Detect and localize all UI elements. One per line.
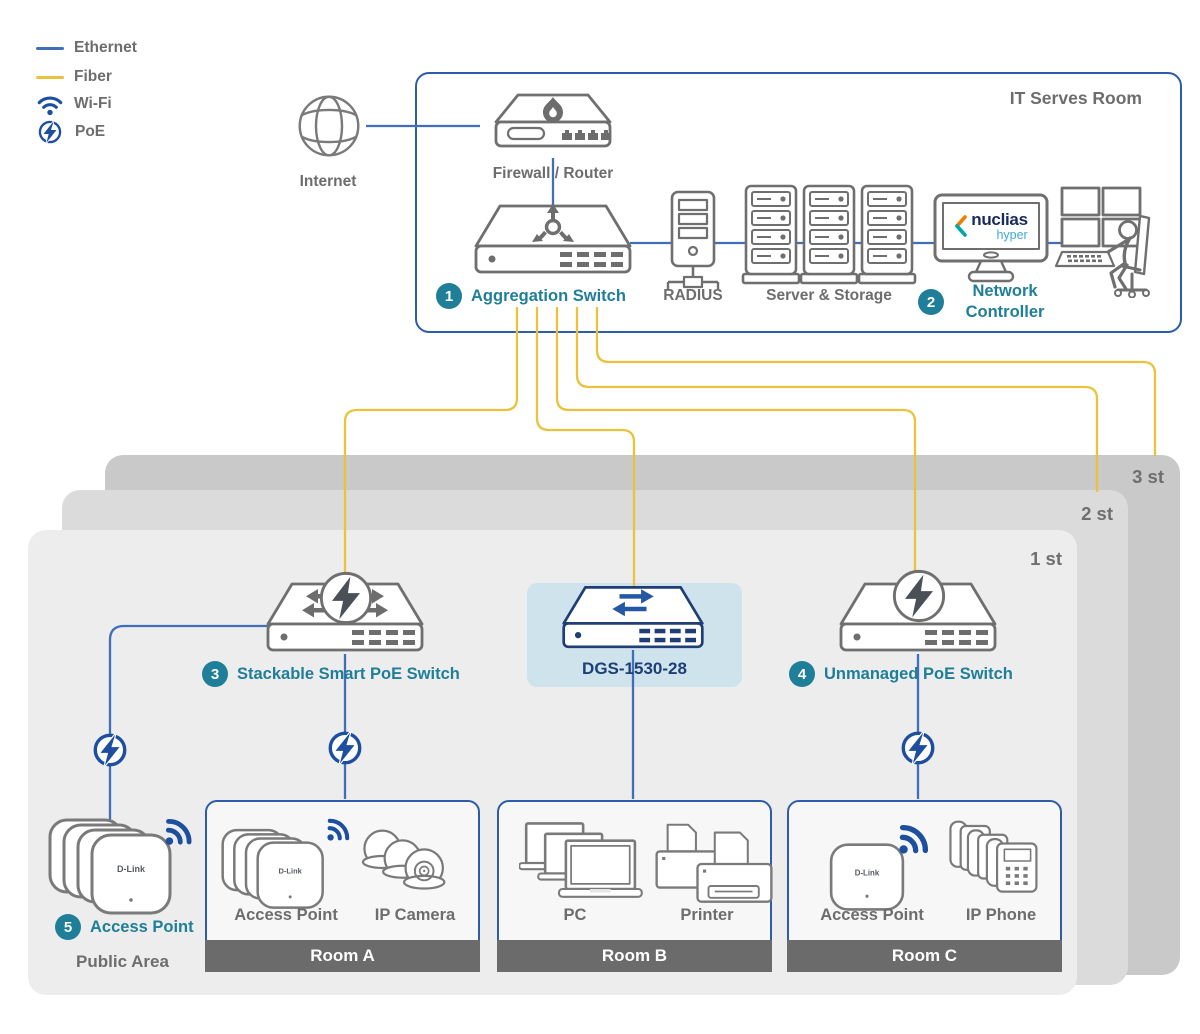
- room-c-name-bar: Room C: [787, 940, 1062, 972]
- fiber-line-sample: [36, 76, 64, 79]
- room-a-content: [205, 800, 480, 972]
- nuclias-sub: hyper: [996, 227, 1028, 242]
- legend-label-wifi: Wi-Fi: [74, 95, 112, 112]
- server-storage-icon: [740, 184, 918, 290]
- firewall-label: Firewall / Router: [492, 165, 614, 182]
- room-c-device-2-label: IP Phone: [965, 906, 1037, 924]
- public-access-point-label: Access Point: [90, 917, 194, 936]
- room-b-device-1-label: PC: [563, 906, 587, 924]
- legend-item-fiber: [36, 65, 112, 89]
- room-c-device-1-label: Access Point: [820, 906, 924, 924]
- wifi-icon: [36, 93, 64, 116]
- printer-stack-icon: [655, 820, 773, 908]
- step-badge-2: 2: [918, 289, 944, 315]
- stackable-switch-label-row: [202, 661, 460, 687]
- operator-desk-icon: [1052, 186, 1167, 298]
- room-b-device-2-label: Printer: [680, 906, 734, 924]
- server-tower: [859, 186, 915, 283]
- dgs-switch-icon: [553, 582, 713, 654]
- poe-line-badge: [91, 731, 129, 769]
- pc-stack-icon: [519, 820, 649, 908]
- ap-brand-text: D-Link: [278, 866, 302, 876]
- keyboard-icon: [1056, 252, 1114, 266]
- ap-brand-text: D-Link: [854, 868, 880, 878]
- poe-badge-gray: [891, 568, 947, 624]
- aggregation-switch-label: Aggregation Switch: [471, 286, 626, 305]
- access-point-icon: [827, 842, 907, 912]
- floor-label-2: 2 st: [1081, 503, 1113, 524]
- aggregation-switch-label-row: [436, 283, 626, 309]
- room-b-name-bar: Room B: [497, 940, 772, 972]
- step-badge-4: 4: [789, 661, 815, 687]
- public-access-point-label-row: [55, 914, 194, 940]
- stackable-switch-label: Stackable Smart PoE Switch: [237, 664, 460, 683]
- firewall-router-icon: [478, 92, 628, 158]
- nuclias-logo: [944, 204, 1038, 248]
- aggregation-switch-icon: [468, 200, 638, 280]
- legend-item-wifi: [36, 92, 112, 116]
- legend-item-ethernet: [36, 36, 137, 60]
- step-badge-1: 1: [436, 283, 462, 309]
- room-a-device-2-label: IP Camera: [374, 906, 456, 924]
- server-tower: [801, 186, 857, 283]
- ip-camera-stack-icon: [357, 826, 469, 904]
- internet-label: Internet: [299, 173, 357, 190]
- public-area-label: Public Area: [76, 952, 169, 971]
- radius-label: RADIUS: [663, 287, 723, 304]
- room-c-content: [787, 800, 1062, 972]
- server-storage-label: Server & Storage: [766, 287, 892, 304]
- unmanaged-switch-label-row: [789, 661, 1013, 687]
- floor-label-3: 3 st: [1132, 466, 1164, 487]
- nuclias-chevron-icon: [954, 214, 967, 238]
- it-room-title: IT Serves Room: [1009, 88, 1142, 108]
- network-controller-label: Network Controller: [965, 282, 1045, 321]
- poe-icon: [37, 119, 63, 145]
- server-tower: [743, 186, 799, 283]
- legend-label-poe: PoE: [75, 123, 106, 140]
- ap-brand-text: D-Link: [117, 864, 145, 874]
- ethernet-line-sample: [36, 47, 64, 50]
- room-b-content: [497, 800, 772, 972]
- poe-line-badge: [899, 729, 937, 767]
- dgs-switch-label: DGS-1530-28: [582, 659, 687, 678]
- internet-globe-icon: [290, 87, 368, 165]
- step-badge-3: 3: [202, 661, 228, 687]
- nuclias-brand: nuclias: [971, 209, 1028, 229]
- legend-item-poe: [37, 120, 105, 144]
- poe-line-badge: [326, 729, 364, 767]
- legend-label-ethernet: Ethernet: [74, 39, 137, 56]
- room-a-device-1-label: Access Point: [234, 906, 338, 924]
- radius-server-icon: [648, 190, 738, 290]
- floor-label-1: 1 st: [1030, 548, 1062, 569]
- room-a-name-bar: Room A: [205, 940, 480, 972]
- step-badge-5: 5: [55, 914, 81, 940]
- unmanaged-switch-label: Unmanaged PoE Switch: [824, 664, 1013, 683]
- poe-badge-gray: [318, 570, 374, 626]
- legend-label-fiber: Fiber: [74, 68, 112, 85]
- ip-phone-stack-icon: [949, 818, 1051, 904]
